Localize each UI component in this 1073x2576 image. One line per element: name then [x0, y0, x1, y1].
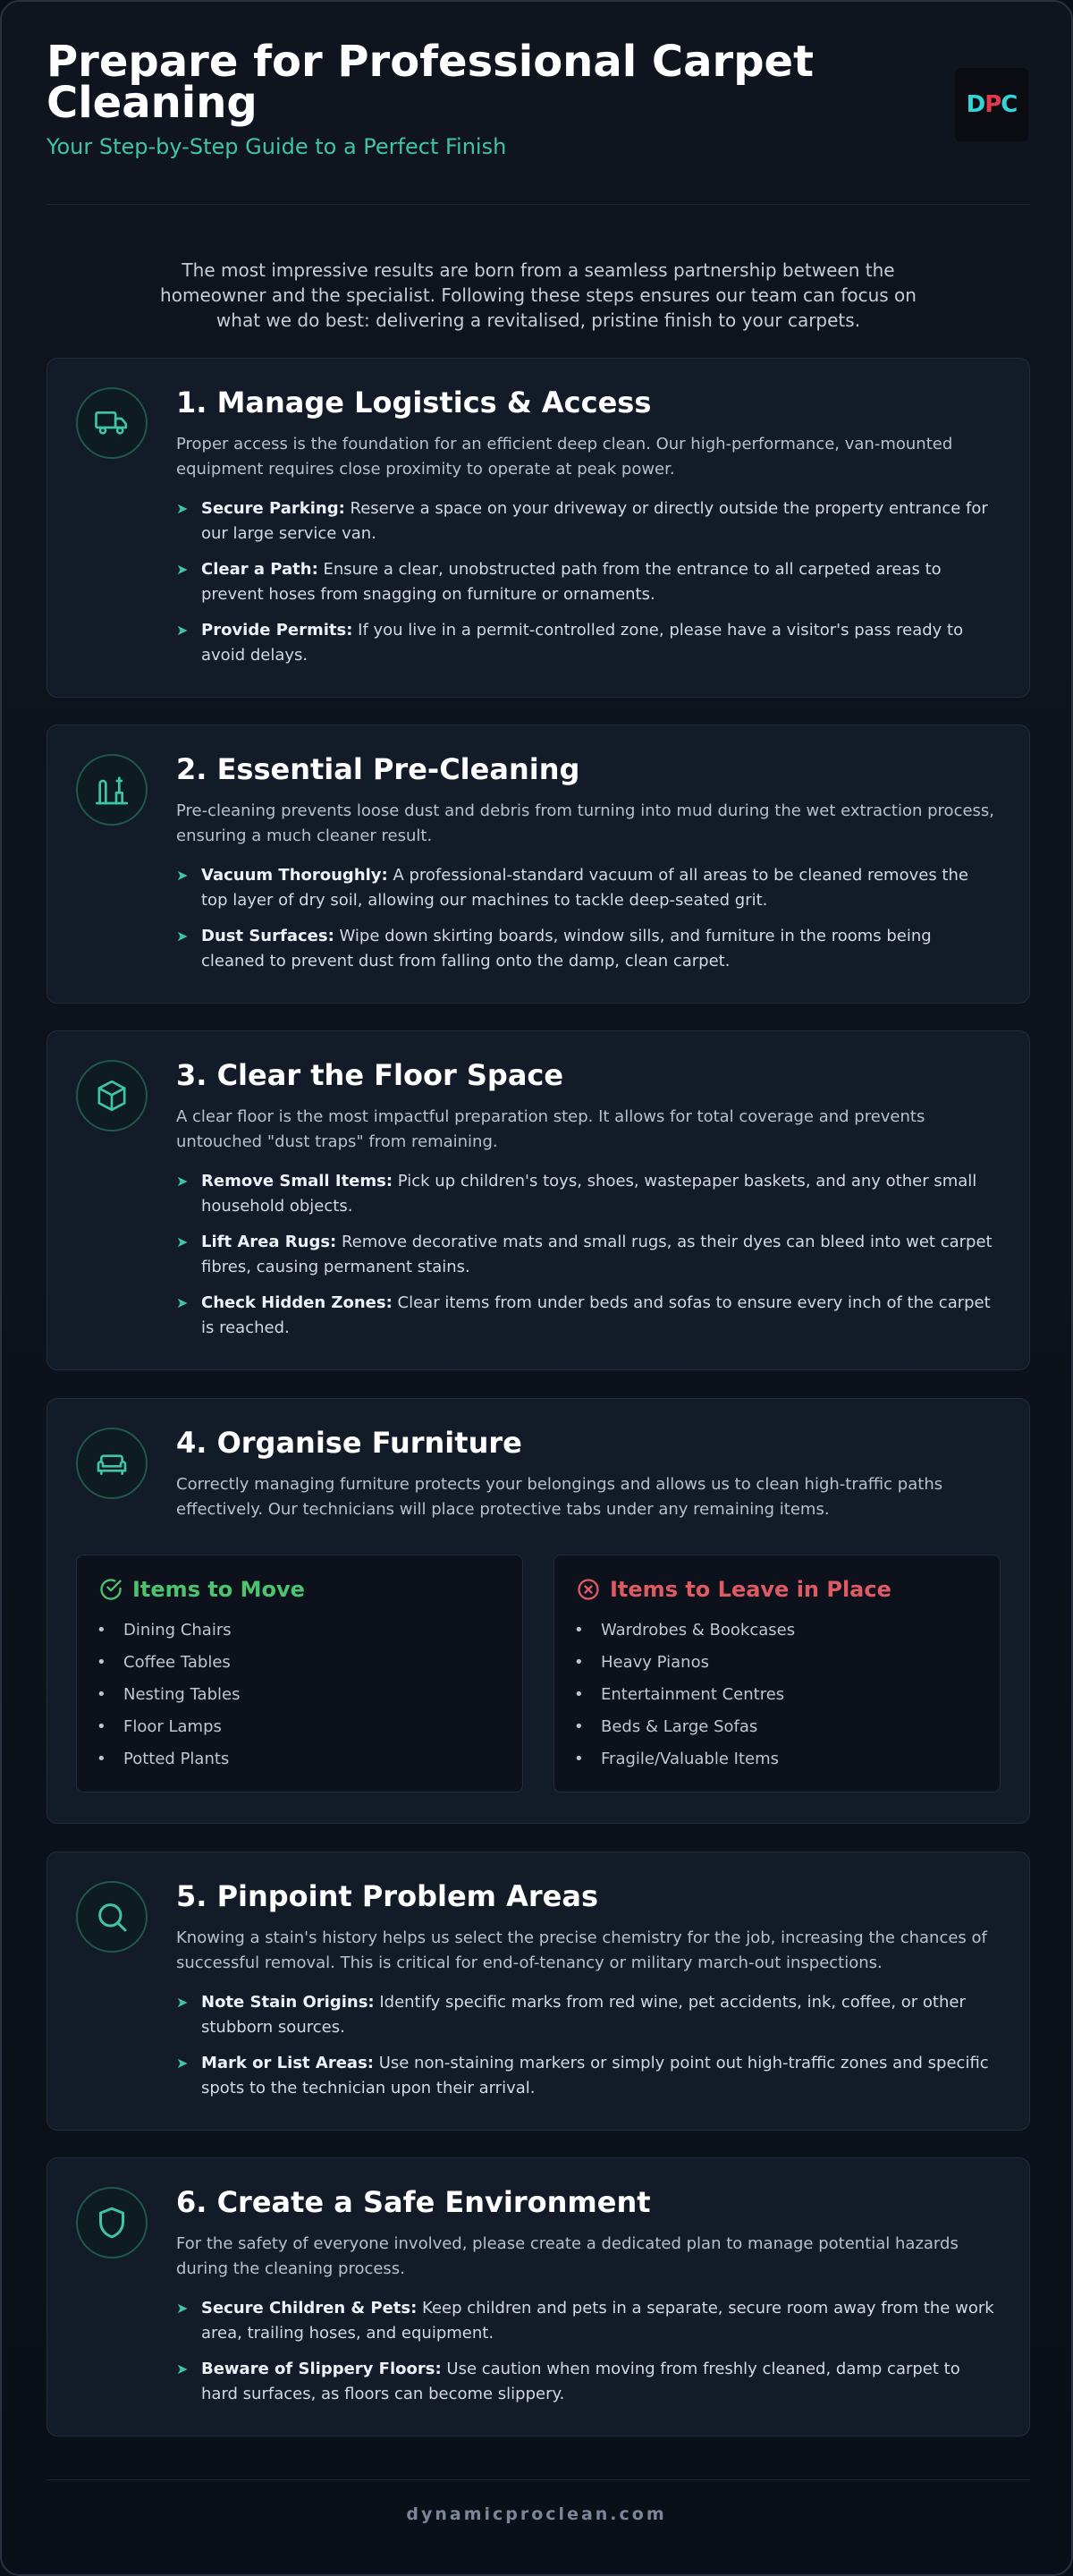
- truck-icon: [76, 387, 148, 459]
- bullet-item: ➤ Provide Permits: If you live in a permit-controlled zone, please have a visitor's pass ready to avoid delays.: [176, 618, 999, 668]
- list-item: • Beds & Large Sofas: [574, 1711, 795, 1743]
- list-item: • Nesting Tables: [97, 1679, 240, 1711]
- step-description: For the safety of everyone involved, please create a dedicated plan to manage potential hazards during the cleaning process.: [176, 2234, 959, 2278]
- bullet-item: ➤ Remove Small Items: Pick up children's toys, shoes, wastepaper baskets, and any other small household objects.: [176, 1169, 999, 1219]
- step-bullets: [176, 2296, 999, 2407]
- bullet-item: ➤ Vacuum Thoroughly: A professional-standard vacuum of all areas to be cleaned removes the top layer of dry soil, allowing our machines to tackle deep-seated grit.: [176, 863, 999, 913]
- items-to-move-box: [76, 1555, 523, 1792]
- arrow-icon: ➤: [176, 2300, 189, 2317]
- step-card-floor-space: [46, 1030, 1030, 1370]
- step-bullets: [176, 1169, 999, 1341]
- step-description: Proper access is the foundation for an efficient deep clean. Our high-performance, van-mounted equipment requires close proximity to operate at peak power.: [176, 435, 953, 479]
- items-to-leave-list: [574, 1614, 795, 1775]
- arrow-icon: ➤: [176, 2055, 189, 2072]
- search-icon: [76, 1881, 148, 1953]
- step-card-safety: [46, 2157, 1030, 2436]
- arrow-icon: ➤: [176, 2360, 189, 2377]
- list-item: • Dining Chairs: [97, 1614, 240, 1647]
- step-description: Knowing a stain's history helps us select the precise chemistry for the job, increasing the chances of successful removal. This is critical for end-of-tenancy or military march-out inspections.: [176, 1928, 987, 1972]
- bullet-item: ➤ Mark or List Areas: Use non-staining markers or simply point out high-traffic zones and specific spots to the technician upon their arrival.: [176, 2051, 999, 2101]
- step-description: Pre-cleaning prevents loose dust and debris from turning into mud during the wet extraction process, ensuring a much cleaner result.: [176, 801, 995, 845]
- step-card-problem-areas: [46, 1852, 1030, 2131]
- bullet-item: ➤ Note Stain Origins: Identify specific marks from red wine, pet accidents, ink, coffee, or other stubborn sources.: [176, 1990, 999, 2040]
- step-title: 5. Pinpoint Problem Areas: [176, 1879, 599, 1913]
- step-card-logistics: [46, 358, 1030, 698]
- arrow-icon: ➤: [176, 1173, 189, 1190]
- step-title: 1. Manage Logistics & Access: [176, 386, 652, 419]
- step-title: 4. Organise Furniture: [176, 1426, 522, 1460]
- arrow-icon: ➤: [176, 928, 189, 945]
- arrow-icon: ➤: [176, 561, 189, 578]
- bullet-item: ➤ Beware of Slippery Floors: Use caution when moving from freshly cleaned, damp carpet to hard surfaces, as floors can become slippery.: [176, 2357, 999, 2407]
- items-to-leave-heading: Items to Leave in Place: [576, 1577, 891, 1602]
- list-item: • Coffee Tables: [97, 1647, 240, 1679]
- list-item: • Wardrobes & Bookcases: [574, 1614, 795, 1647]
- step-bullets: [176, 1990, 999, 2101]
- intro-text: The most impressive results are born from a seamless partnership between the homeowner and the specialist. Following these steps ensures our team can focus on what we do best: delivering a revitalised, pristine finish to your carpets.: [160, 259, 917, 331]
- step-card-precleaning: [46, 724, 1030, 1004]
- arrow-icon: ➤: [176, 867, 189, 884]
- sofa-icon: [76, 1428, 148, 1499]
- step-description: Correctly managing furniture protects your belongings and allows us to clean high-traffic paths effectively. Our technicians will place protective tabs under any remaining items.: [176, 1475, 943, 1519]
- step-bullets: [176, 863, 999, 974]
- arrow-icon: ➤: [176, 1994, 189, 2011]
- bullet-item: ➤ Check Hidden Zones: Clear items from under beds and sofas to ensure every inch of the carpet is reached.: [176, 1291, 999, 1341]
- list-item: • Potted Plants: [97, 1743, 240, 1775]
- footer-divider: [46, 2479, 1030, 2480]
- arrow-icon: ➤: [176, 1294, 189, 1311]
- items-to-move-heading: Items to Move: [98, 1577, 305, 1602]
- header: [46, 37, 1030, 202]
- footer-website[interactable]: dynamicproclean.com: [406, 2504, 667, 2524]
- step-title: 3. Clear the Floor Space: [176, 1058, 564, 1092]
- arrow-icon: ➤: [176, 1233, 189, 1250]
- x-circle-icon: [576, 1577, 601, 1602]
- list-item: • Fragile/Valuable Items: [574, 1743, 795, 1775]
- check-circle-icon: [98, 1577, 123, 1602]
- list-item: • Floor Lamps: [97, 1711, 240, 1743]
- box-icon: [76, 1060, 148, 1131]
- bullet-item: ➤ Dust Surfaces: Wipe down skirting boards, window sills, and furniture in the rooms being cleaned to prevent dust from falling onto the damp, clean carpet.: [176, 924, 999, 974]
- items-to-move-list: [97, 1614, 240, 1775]
- step-description: A clear floor is the most impactful preparation step. It allows for total coverage and prevents untouched "dust traps" from remaining.: [176, 1107, 925, 1151]
- bullet-item: ➤ Secure Parking: Reserve a space on your driveway or directly outside the property entrance for our large service van.: [176, 496, 999, 547]
- page-subtitle: Your Step-by-Step Guide to a Perfect Finish: [46, 134, 507, 159]
- cleaning-tools-icon: [76, 754, 148, 826]
- step-title: 6. Create a Safe Environment: [176, 2185, 651, 2219]
- bullet-item: ➤ Lift Area Rugs: Remove decorative mats and small rugs, as their dyes can bleed into wet carpet fibres, causing permanent stains.: [176, 1230, 999, 1280]
- list-item: • Entertainment Centres: [574, 1679, 795, 1711]
- header-divider: [46, 204, 1030, 205]
- bullet-item: ➤ Clear a Path: Ensure a clear, unobstructed path from the entrance to all carpeted areas to prevent hoses from snagging on furniture or ornaments.: [176, 557, 999, 607]
- page-title: Prepare for Professional Carpet Cleaning: [46, 37, 815, 128]
- company-logo: D P C: [955, 68, 1028, 141]
- step-title: 2. Essential Pre-Cleaning: [176, 752, 580, 786]
- arrow-icon: ➤: [176, 622, 189, 639]
- step-card-furniture: [46, 1398, 1030, 1824]
- step-bullets: [176, 496, 999, 668]
- arrow-icon: ➤: [176, 500, 189, 517]
- list-item: • Heavy Pianos: [574, 1647, 795, 1679]
- bullet-item: ➤ Secure Children & Pets: Keep children and pets in a separate, secure room away from the work area, trailing hoses, and equipment.: [176, 2296, 999, 2346]
- items-to-leave-box: [553, 1555, 1001, 1792]
- shield-icon: [76, 2187, 148, 2258]
